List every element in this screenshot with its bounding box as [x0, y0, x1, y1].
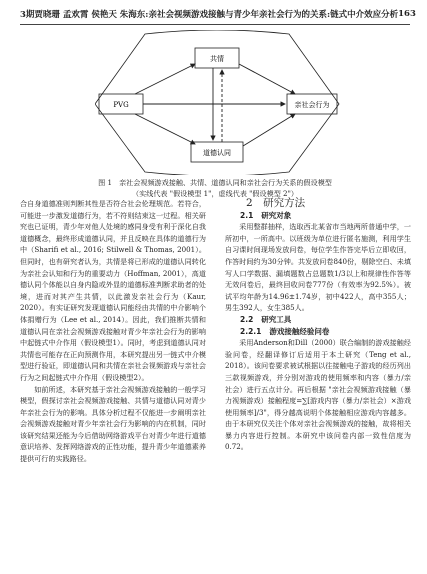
path-pvg-identity [135, 114, 195, 144]
left-column [20, 198, 206, 465]
subsection-heading-participants [225, 210, 411, 222]
paragraph-1: 合自身道德准则判断其性是否符合社会伦理规范。若符合，可能进一步激发道德行为，若不符则结束这一过程。相关研究也已证明，青少年对他人处境的感同身受有利于深化自我道德概念，最终形成道德认同，并且反映在具体的道德行为中（Sharifi et al., 2016; Stilwell & Thomas, 2001）。但同时，也有研究者认为，共情是将已形成的道德认同转化为亲社会认知和行为的重要动力（Hoffman, 2001），高道德认同个体能以自身内隐或外显的道德标准判断求助者的处境，进而对其产生共情，以此激发亲社会行为（Kaur, 2020）。有实证研究发现道德认同能经由共情的中介影响个体捐赠行为（Lee et al., 2014）。因此，我们推断共情和道德认同在亲社会视频游戏接触对青少年亲社会行为的影响中起链式中介作用（假设模型1）。同时，考虑到道德认同对共情也可能存在正向预测作用，本研究提出另一链式中介模型进行验证，即道德认同和共情在亲社会视频游戏与亲社会行为之间起链式中介作用（假设模型2）。 [20, 199, 206, 382]
figure-caption-line1: 图 1 亲社会视频游戏接触、共情、道德认同和亲社会行为关系的假设模型 [98, 178, 332, 187]
paragraph-2: 如前所述，本研究基于亲社会视频游戏接触的一般学习模型，假探讨亲社会视频游戏接触、共情与道德认同对青少年亲社会行为的影响。具体分析过程不仅能进一步阐明亲社会视频游戏接触对青少年亲社会行为影响的内在机制，同时该研究结果还能为今后借助网络游戏平台对青少年进行道德意识培养、发挥网络游戏的正性功能，提升青少年道德素养提供可行的实践路径。 [20, 384, 206, 464]
paragraph-3: 采用整群抽样，选取西北某省市当地两所普通中学，一所初中，一所高中。以班级为单位进行匿名施测，利用学生自习课时间现场发放问卷，每位学生作答完毕后立即收回，作答时间约为30分钟。共发放问卷840份，剔除空白、未填写人口学数据、漏填题数占总题数1/3以上和规律性作答等无效问卷后，最终回收问卷777份（有效率为92.5%）。被试平均年龄为14.96±1.74岁，初中422人，高中355人；男生392人，女生385人。 [225, 222, 411, 313]
path-identity-behavior [243, 114, 295, 146]
subsection-number: 2.2 [240, 314, 254, 324]
hypothesis-model-diagram [95, 30, 340, 175]
page-number: 163 [398, 9, 416, 19]
node-empathy-label: 共情 [210, 55, 224, 63]
subsection-number: 2.1 [240, 210, 254, 220]
subsubsection-title: 游戏接触经验问卷 [269, 326, 330, 336]
subsection-title: 研究工具 [261, 314, 292, 324]
section-heading-methods: 2 研究方法 [246, 197, 306, 209]
figure-caption-line2: （实线代表 "假设模型 1"，虚线代表 "假设模型 2"） [132, 189, 298, 198]
node-pvg-label: PVG [113, 101, 129, 109]
header-authors: 贾晓珊 孟欢霄 侯艳天 朱海东: [34, 10, 149, 20]
node-prosocial-behavior-label: 亲社会行为 [294, 101, 330, 109]
node-moral-identity-label: 道德认同 [203, 149, 231, 157]
subsubsection-heading-game-exposure [225, 326, 411, 338]
subsection-title: 研究对象 [261, 210, 292, 220]
running-header [20, 6, 416, 22]
figure-caption [60, 177, 370, 199]
path-pvg-empathy [135, 64, 195, 94]
paragraph-4: 采用Anderson和Dill（2000）联合编制的游戏接触经验问卷，经翻译修订后适用于本土研究（Teng et al., 2018）。该问卷要求被试根据以往接触电子游戏的经历列出三款视频游戏，并分别对游戏的使用频率和内容（暴力/亲社会）进行五点计分。再后根据 "亲社会视频游戏接触（暴力视频游戏）接触程度=∑[游戏内容（暴力/亲社会）×游戏使用频率]/3"，得分越高说明个体接触相应游戏内容越多。由于本研究仅关注个体对亲社会视频游戏的接触，故将相关暴力内容进行控制。本研究中该问卷内部一致性信度为0.72。 [225, 338, 411, 452]
header-authors-title [34, 8, 398, 20]
right-column [225, 198, 411, 453]
issue-number: 3期 [20, 10, 35, 20]
subsection-heading-instruments [225, 314, 411, 326]
header-rule [20, 24, 410, 25]
subsubsection-number: 2.2.1 [240, 326, 262, 336]
path-empathy-behavior [239, 64, 295, 94]
header-title: 亲社会视频游戏接触与青少年亲社会行为的关系:链式中介效应分析 [148, 10, 399, 20]
